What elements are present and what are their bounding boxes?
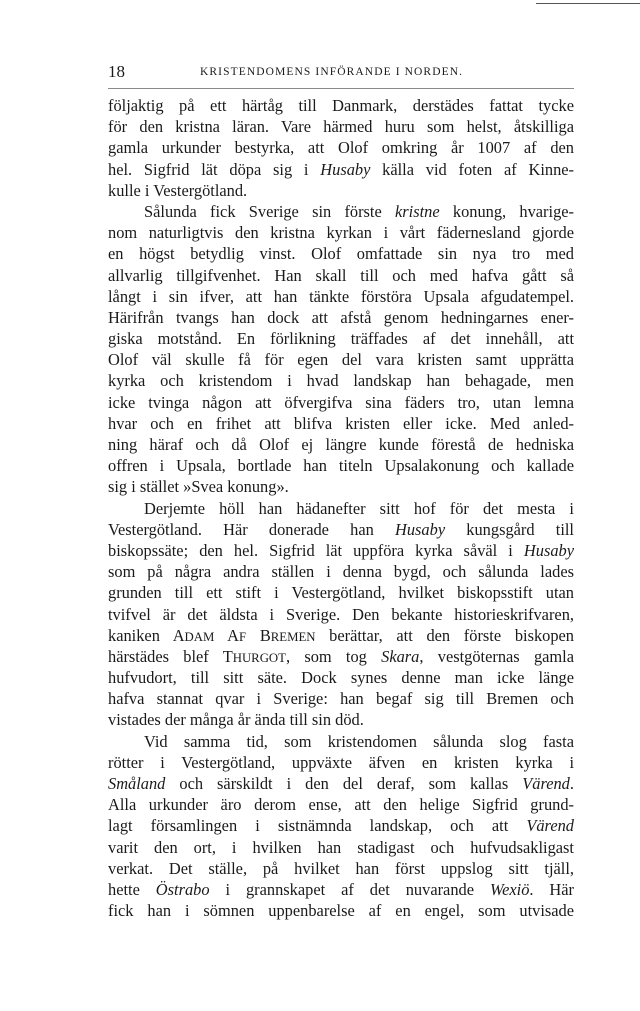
italic-text: Husaby [395, 519, 446, 539]
text-line: varit den ort, i hvilken han stadigast och hufvudsakligast [108, 837, 574, 857]
text-line: Småland och särskildt i den del deraf, som kallas Värend. [108, 774, 574, 793]
text-line: hette Östrabo i grannskapet af det nuvarande Wexiö. Här [108, 879, 574, 899]
italic-text: kristne [395, 201, 440, 221]
text-line: kulle i Vestergötland. [108, 180, 248, 200]
text-line: Härifrån tvangs han dock att afstå genom hedningarnes ener- [108, 307, 574, 327]
text-line: tvifvel är det äldsta i Sverige. Den bekante historieskrifvaren, [108, 604, 574, 624]
text-line: ning häraf och då Olof ej längre kunde förestå de hedniska [108, 435, 574, 454]
text-line: fick han i sömnen uppenbarelse af en engel, som utvisade [108, 901, 574, 921]
text-line: långt i sin ifver, att han tänkte förstöra Upsala afgudatempel. [108, 286, 574, 306]
text-line: följaktig på ett härtåg till Danmark, derstädes fattat tycke [108, 96, 574, 115]
text-line: Sålunda fick Sverige sin förste kristne konung, hvarige- [144, 201, 574, 221]
text-line: som på några andra ställen i denna bygd, och sålunda lades [108, 562, 574, 582]
text-line: en högst betydlig vinst. Olof omfattade sin nya tro med [108, 244, 574, 264]
text-line: gamla urkunder bestyrka, att Olof omkring år 1007 af den [108, 138, 574, 158]
small-caps-text: AF [227, 625, 247, 645]
italic-text: Husaby [320, 159, 371, 179]
text-line: icke tvinga någon att öfvergifva sina fäders tro, utan lemna [108, 392, 574, 412]
italic-text: Wexiö [489, 879, 530, 899]
italic-text: Småland [108, 774, 166, 793]
corner-scan-line [536, 3, 640, 4]
text-line: lagt församlingen i sistnämnda landskap, och att Värend [108, 816, 574, 836]
text-line: kyrka och kristendom i hvad landskap han behagade, men [108, 371, 574, 391]
body-text [108, 95, 574, 921]
italic-text: Värend [522, 774, 570, 793]
text-line: sig i stället »Svea konung». [108, 477, 289, 497]
text-line: offren i Upsala, bortlade han titeln Upsalakonung och kallade [108, 456, 574, 476]
running-title: KRISTENDOMENS INFÖRANDE I NORDEN. [200, 66, 464, 78]
text-line: vistades der många år ända till sin död. [108, 710, 364, 730]
small-caps-text: THURGOT [222, 646, 286, 666]
text-line: giska motstånd. En förlikning träffades af det innehåll, att [108, 329, 574, 349]
italic-text: Husaby [523, 540, 574, 560]
text-line: kaniken ADAM AF BREMEN berättar, att den förste biskopen [108, 625, 574, 645]
text-line: nom naturligtvis den kristna kyrkan i vårt fädernesland gjorde [108, 223, 574, 243]
page-number: 18 [108, 62, 125, 81]
text-line: Alla urkunder äro derom ense, att den helige Sigfrid grund- [108, 795, 574, 815]
header-rule [108, 88, 574, 89]
text-line: hufvudort, till sitt säte. Dock synes denne man icke länge [108, 668, 574, 688]
small-caps-text: BREMEN [259, 625, 316, 645]
text-line: hvar och en frihet att blifva kristen eller icke. Med anled- [108, 413, 574, 433]
text-line: hafva stannat qvar i Sverige: han begaf sig till Bremen och [108, 689, 574, 709]
text-line: för den kristna läran. Vare härmed huru som helst, åtskilliga [108, 117, 574, 137]
italic-text: Östrabo [155, 879, 210, 899]
italic-text: Värend [526, 816, 574, 836]
text-line: grunden till ett stift i Vestergötland, hvilket biskopsstift utan [108, 583, 574, 603]
italic-text: Skara [381, 646, 420, 666]
text-line: biskopssäte; den hel. Sigfrid lät uppföra kyrka såväl i Husaby [108, 540, 574, 560]
text-line: rötter i Vestergötland, uppväxte äfven en kristen kyrka i [108, 752, 574, 772]
text-line: Derjemte höll han hädanefter sitt hof för det mesta i [144, 498, 574, 518]
text-line: hel. Sigfrid lät döpa sig i Husaby källa vid foten af Kinne- [108, 159, 574, 179]
text-line: allvarlig tillgifvenhet. Han skall till och med hafva gått så [108, 265, 574, 285]
small-caps-text: ADAM [172, 625, 215, 645]
text-line: Olof väl skulle få för egen del vara kristen samt upprätta [108, 350, 574, 370]
text-line: Vid samma tid, som kristendomen sålunda slog fasta [144, 731, 574, 751]
page-header [108, 62, 574, 84]
text-line: Vestergötland. Här donerade han Husaby kungsgård till [108, 519, 574, 539]
text-line: härstädes blef THURGOT, som tog Skara, vestgöternas gamla [108, 646, 574, 666]
text-line: verkat. Det ställe, på hvilket han först uppslog sitt tjäll, [108, 858, 574, 878]
